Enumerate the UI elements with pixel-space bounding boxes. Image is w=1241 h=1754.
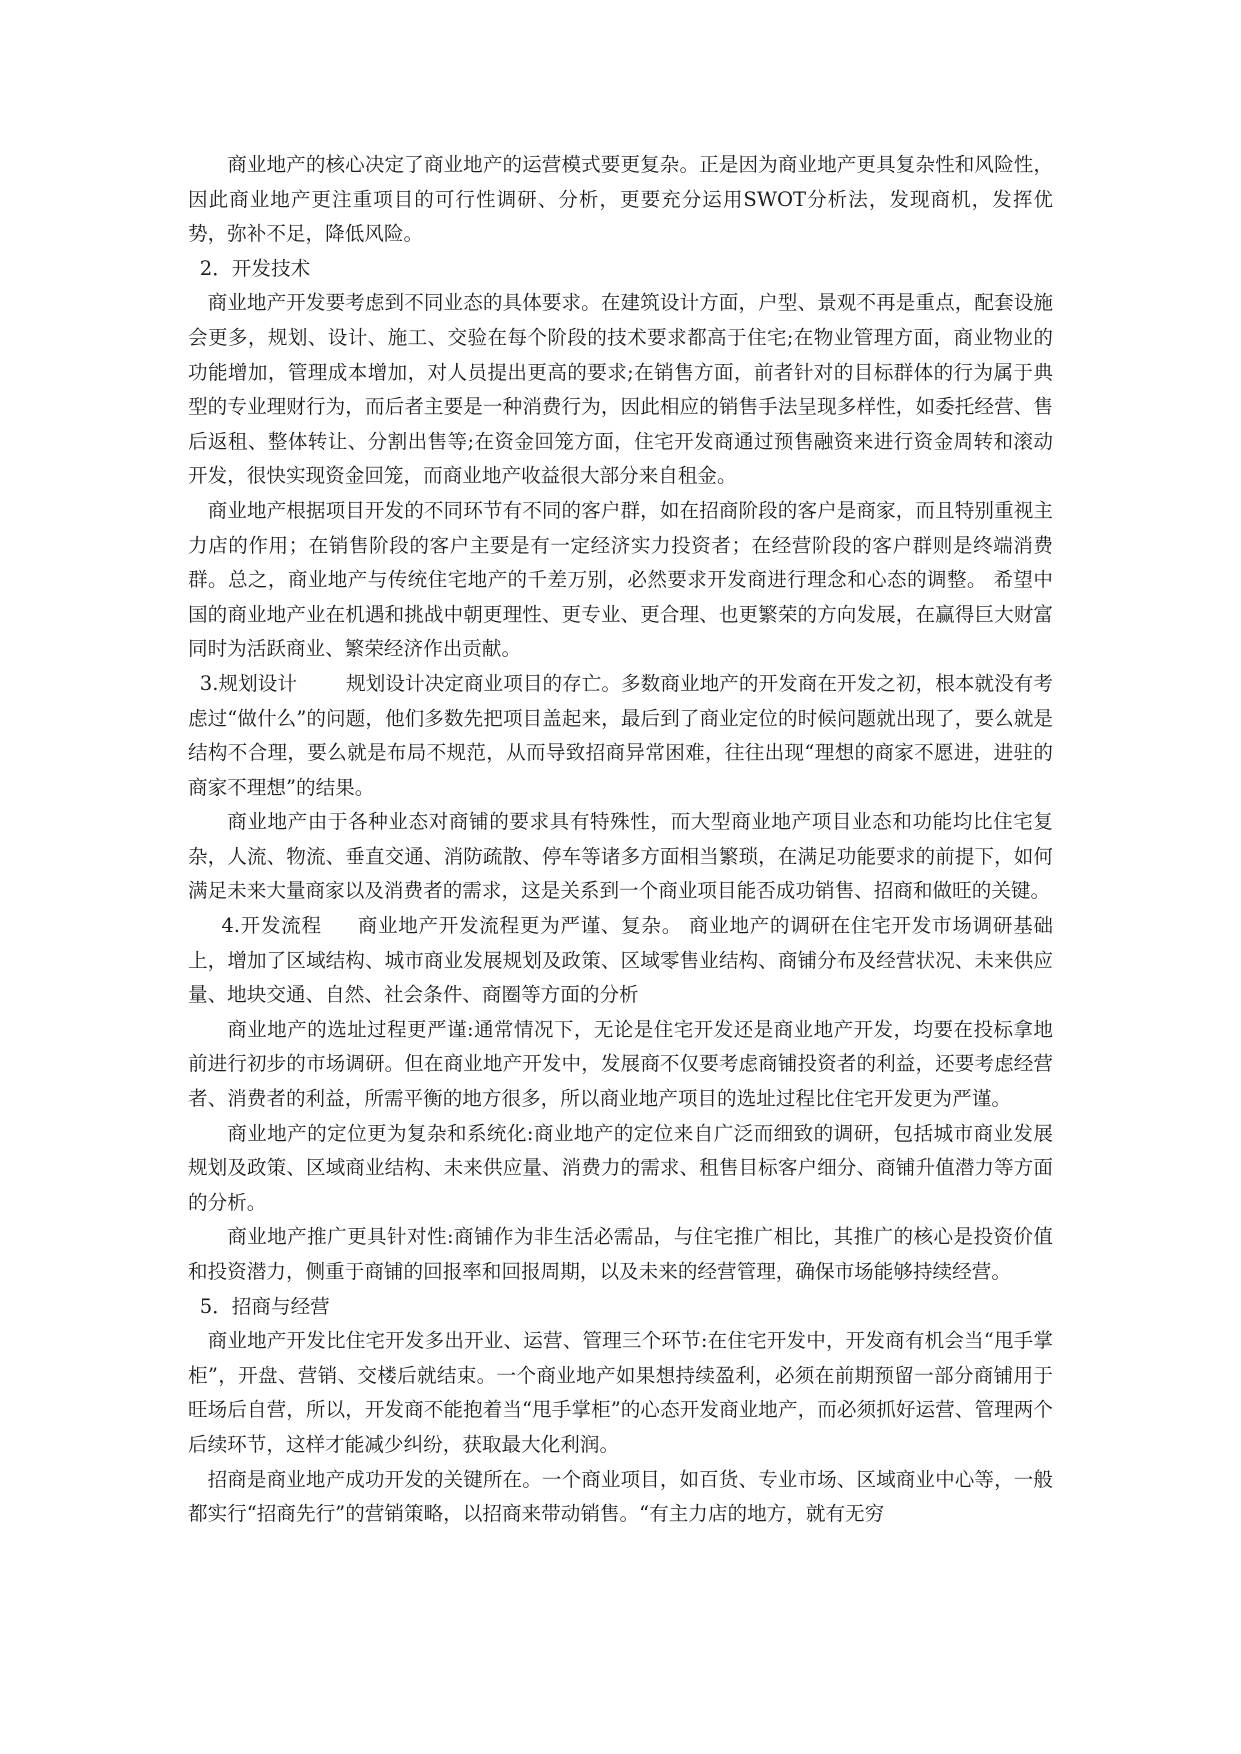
paragraph-site-selection: 商业地产的选址过程更严谨:通常情况下，无论是住宅开发还是商业地产开发，均要在投标拿地前进行初步的市场调研。但在商业地产开发中，发展商不仅要考虑商铺投资者的利益，还要考虑经营者、消费者的利益，所需平衡的地方很多，所以商业地产项目的选址过程比住宅开发更为严谨。 <box>188 1017 1053 1111</box>
paragraph-development-requirements: 商业地产开发要考虑到不同业态的具体要求。在建筑设计方面，户型、景观不再是重点，配套设施会更多，规划、设计、施工、交验在每个阶段的技术要求都高于住宅;在物业管理方面，商业物业的功能增加，管理成本增加，对人员提出更高的要求;在销售方面，前者针对的目标群体的行为属于典型的专业理财行为，而后者主要是一种消费行为，因此相应的销售手法呈现多样性，如委托经营、售后返租、整体转让、分割出售等;在资金回笼方面，住宅开发商通过预售融资来进行资金周转和滚动开发，很快实现资金回笼，而商业地产收益很大部分来自租金。 <box>188 291 1053 488</box>
paragraph-development-process <box>188 909 1053 1013</box>
heading-planning-design: 3.规划设计 <box>199 671 298 695</box>
paragraph-planning-design <box>188 667 1053 805</box>
paragraph-leasing: 招商是商业地产成功开发的关键所在。一个商业项目，如百货、专业市场、区域商业中心等，一般都实行“招商先行”的营销策略，以招商来带动销售。“有主力店的地方，就有无穷 <box>188 1467 1053 1526</box>
document-body <box>188 148 1053 1532</box>
heading-development-process: 4.开发流程 <box>221 914 322 938</box>
heading-leasing-operation: 5．招商与经营 <box>199 1294 330 1318</box>
paragraph-promotion: 商业地产推广更具针对性:商铺作为非生活必需品，与住宅推广相比，其推广的核心是投资价值和投资潜力，侧重于商铺的回报率和回报周期，以及未来的经营管理，确保市场能够持续经营。 <box>188 1225 1053 1283</box>
paragraph-operation-model: 商业地产的核心决定了商业地产的运营模式要更复杂。正是因为商业地产更具复杂性和风险性，因此商业地产更注重项目的可行性调研、分析，更要充分运用SWOT分析法，发现商机，发挥优势，弥补不足，降低风险。 <box>188 153 1053 246</box>
paragraph-operation-management: 商业地产开发比住宅开发多出开业、运营、管理三个环节:在住宅开发中，开发商有机会当“甩手掌柜”，开盘、营销、交楼后就结束。一个商业地产如果想持续盈利，必须在前期预留一部分商铺用于旺场后自营，所以，开发商不能抱着当“甩手掌柜”的心态开发商业地产，而必须抓好运营、管理两个后续环节，这样才能减少纠纷，获取最大化利润。 <box>188 1329 1053 1456</box>
paragraph-customer-groups: 商业地产根据项目开发的不同环节有不同的客户群，如在招商阶段的客户是商家，而且特别重视主力店的作用；在销售阶段的客户主要是有一定经济实力投资者；在经营阶段的客户群则是终端消费群。总之，商业地产与传统住宅地产的千差万别，必然要求开发商进行理念和心态的调整。 希望中国的商业地产业在机遇和挑战中朝更理性、更专业、更合理、也更繁荣的方向发展，在赢得巨大财富同时为活跃商业、繁荣经济作出贡献。 <box>188 498 1053 661</box>
development-process-text: 商业地产开发流程更为严谨、复杂。 商业地产的调研在住宅开发市场调研基础上，增加了区域结构、城市商业发展规划及政策、区域零售业结构、商铺分布及经营状况、未来供应量、地块交通、自然、社会条件、商圈等方面的分析 <box>188 914 1053 1007</box>
planning-design-text: 规划设计决定商业项目的存亡。多数商业地产的开发商在开发之初，根本就没有考虑过“做什么”的问题，他们多数先把项目盖起来，最后到了商业定位的时候问题就出现了，要么就是结构不合理，要么就是布局不规范，从而导致招商异常困难，往往出现“理想的商家不愿进，进驻的商家不理想”的结果。 <box>188 671 1053 799</box>
heading-development-technology: 2．开发技术 <box>199 256 311 280</box>
paragraph-positioning: 商业地产的定位更为复杂和系统化:商业地产的定位来自广泛而细致的调研，包括城市商业发展规划及政策、区域商业结构、未来供应量、消费力的需求、租售目标客户细分、商铺升值潜力等方面的分析。 <box>188 1121 1053 1214</box>
paragraph-shop-requirements: 商业地产由于各种业态对商铺的要求具有特殊性，而大型商业地产项目业态和功能均比住宅复杂，人流、物流、垂直交通、消防疏散、停车等诸多方面相当繁琐，在满足功能要求的前提下，如何满足未来大量商家以及消费者的需求，这是关系到一个商业项目能否成功销售、招商和做旺的关键。 <box>188 810 1053 903</box>
